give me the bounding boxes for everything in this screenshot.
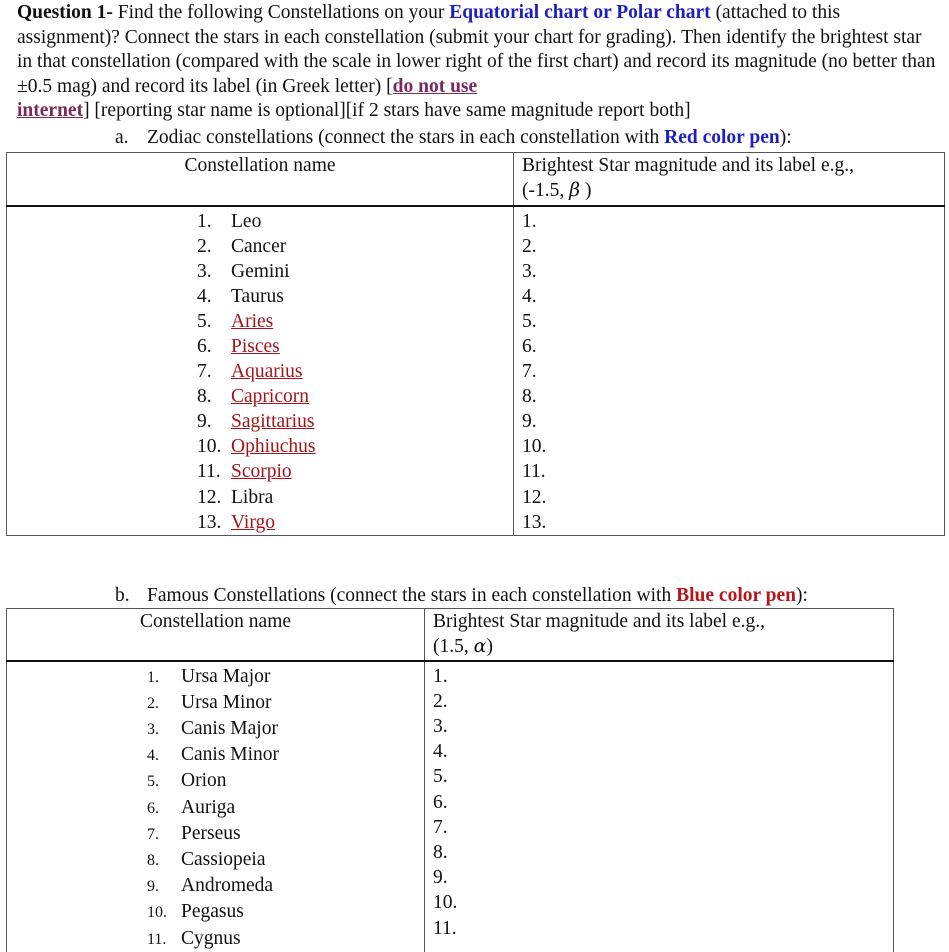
list-item: 13. Virgo bbox=[197, 511, 275, 533]
answer-slot[interactable]: 4. bbox=[522, 285, 537, 307]
list-item: 2. Cancer bbox=[197, 235, 287, 257]
internet-link[interactable]: internet bbox=[17, 100, 84, 122]
red-pen-label: Red color pen bbox=[664, 127, 780, 148]
list-item: 6. Pisces bbox=[197, 335, 280, 357]
constellation-link-ophiuchus[interactable]: Ophiuchus bbox=[231, 436, 316, 458]
answer-slot[interactable]: 10. bbox=[522, 436, 547, 458]
answer-slot[interactable]: 3. bbox=[522, 260, 537, 282]
answer-slot[interactable]: 11. bbox=[522, 461, 546, 483]
zodiac-answer-list bbox=[514, 209, 944, 535]
constellation-link-capricorn[interactable]: Capricorn bbox=[231, 386, 309, 408]
list-item: 7. Aquarius bbox=[197, 361, 303, 383]
answer-slot[interactable]: 8. bbox=[522, 386, 537, 408]
list-item: 9. Sagittarius bbox=[197, 411, 315, 433]
zodiac-table bbox=[6, 152, 945, 536]
zodiac-col-name-header: Constellation name bbox=[7, 153, 514, 206]
list-item: 1. Ursa Major bbox=[147, 665, 271, 687]
constellation-link-aquarius[interactable]: Aquarius bbox=[231, 361, 303, 383]
list-item: 3. Gemini bbox=[197, 260, 290, 282]
list-item: 6. Auriga bbox=[147, 796, 236, 818]
famous-col-name-header: Constellation name bbox=[7, 609, 425, 661]
answer-slot[interactable]: 5. bbox=[433, 766, 448, 788]
list-item: 8. Capricorn bbox=[197, 386, 309, 408]
famous-names-cell bbox=[7, 661, 425, 952]
list-item: 4. Taurus bbox=[197, 285, 284, 307]
famous-col-star-header: Brightest Star magnitude and its label e.g., (1.5, α) bbox=[425, 609, 894, 661]
constellation-link-virgo[interactable]: Virgo bbox=[231, 511, 275, 533]
answer-slot[interactable]: 5. bbox=[522, 310, 537, 332]
famous-answer-list bbox=[425, 664, 893, 941]
intro-text-3: ) and record its label (in Greek letter) [ bbox=[90, 75, 393, 97]
section-a-heading bbox=[115, 127, 792, 149]
answer-slot[interactable]: 9. bbox=[433, 867, 448, 889]
section-b-letter: b. bbox=[115, 585, 130, 606]
list-item: 4. Canis Minor bbox=[147, 744, 280, 766]
do-not-use-link[interactable]: do not use bbox=[392, 75, 478, 97]
answer-slot[interactable]: 7. bbox=[433, 816, 448, 838]
magnitude-tolerance: ±0.5 mag bbox=[17, 75, 91, 97]
list-item: 10. Ophiuchus bbox=[197, 436, 316, 458]
list-item: 2. Ursa Minor bbox=[147, 691, 272, 713]
list-item: 1. Leo bbox=[197, 210, 262, 232]
answer-slot[interactable]: 6. bbox=[433, 791, 448, 813]
section-a-letter: a. bbox=[115, 127, 129, 148]
list-item: 11. Scorpio bbox=[197, 461, 292, 483]
answer-slot[interactable]: 2. bbox=[433, 690, 448, 712]
answer-slot[interactable]: 4. bbox=[433, 741, 448, 763]
beta-symbol: β bbox=[569, 179, 581, 201]
constellation-link-aries[interactable]: Aries bbox=[231, 310, 274, 332]
answer-slot[interactable]: 3. bbox=[433, 715, 448, 737]
chart-reference: Equatorial chart or Polar chart bbox=[449, 2, 711, 23]
famous-list bbox=[147, 664, 424, 952]
section-a-heading-end: ): bbox=[779, 127, 792, 148]
answer-slot[interactable]: 8. bbox=[433, 841, 448, 863]
intro-text-4: ] [reporting star name is optional][if 2 stars have same magnitude report both] bbox=[83, 100, 691, 122]
answer-slot[interactable]: 1. bbox=[433, 665, 448, 687]
answer-slot[interactable]: 12. bbox=[522, 486, 547, 508]
section-b-heading bbox=[115, 585, 808, 607]
famous-table bbox=[6, 608, 894, 952]
answer-slot[interactable]: 13. bbox=[522, 511, 547, 533]
answer-slot[interactable]: 10. bbox=[433, 892, 458, 914]
list-item: 5. Orion bbox=[147, 770, 227, 792]
section-b-heading-text: Famous Constellations (connect the stars in each constellation with bbox=[147, 585, 677, 606]
list-item: 8. Cassiopeia bbox=[147, 848, 266, 870]
zodiac-col-star-header: Brightest Star magnitude and its label e.g., (-1.5, β ) bbox=[514, 153, 945, 206]
list-item: 3. Canis Major bbox=[147, 717, 278, 739]
zodiac-names-cell bbox=[7, 206, 514, 536]
intro-text-2: (attached to this assignment)? Connect the stars in each constellation (submit your chart for grading). Then identify the brightest star in that constellation (compared with the scale in lower right of the first chart) and record its magnitude (no better than bbox=[17, 2, 936, 73]
zodiac-list bbox=[197, 209, 513, 535]
answer-slot[interactable]: 1. bbox=[522, 210, 537, 232]
answer-slot[interactable]: 9. bbox=[522, 411, 537, 433]
list-item: 9. Andromeda bbox=[147, 875, 274, 897]
zodiac-answers-cell[interactable] bbox=[514, 206, 945, 536]
blue-pen-label: Blue color pen bbox=[676, 585, 797, 606]
answer-slot[interactable]: 11. bbox=[433, 917, 457, 939]
question-label: Question 1- bbox=[17, 2, 113, 23]
list-item: 10. Pegasus bbox=[147, 901, 244, 923]
list-item: 7. Perseus bbox=[147, 822, 241, 844]
constellation-link-scorpio[interactable]: Scorpio bbox=[231, 461, 292, 483]
intro-text-1: Find the following Constellations on your bbox=[112, 2, 450, 23]
constellation-link-sagittarius[interactable]: Sagittarius bbox=[231, 411, 315, 433]
question-intro bbox=[17, 1, 937, 124]
list-item: 5. Aries bbox=[197, 310, 274, 332]
alpha-symbol: α bbox=[473, 635, 487, 657]
list-item: 12. Libra bbox=[197, 486, 274, 508]
list-item: 11. Cygnus bbox=[147, 927, 241, 949]
answer-slot[interactable]: 2. bbox=[522, 235, 537, 257]
answer-slot[interactable]: 7. bbox=[522, 361, 537, 383]
answer-slot[interactable]: 6. bbox=[522, 335, 537, 357]
constellation-link-pisces[interactable]: Pisces bbox=[231, 335, 280, 357]
section-b-heading-end: ): bbox=[796, 585, 808, 606]
famous-answers-cell[interactable] bbox=[425, 661, 894, 952]
section-a-heading-text: Zodiac constellations (connect the stars in each constellation with bbox=[147, 127, 665, 148]
